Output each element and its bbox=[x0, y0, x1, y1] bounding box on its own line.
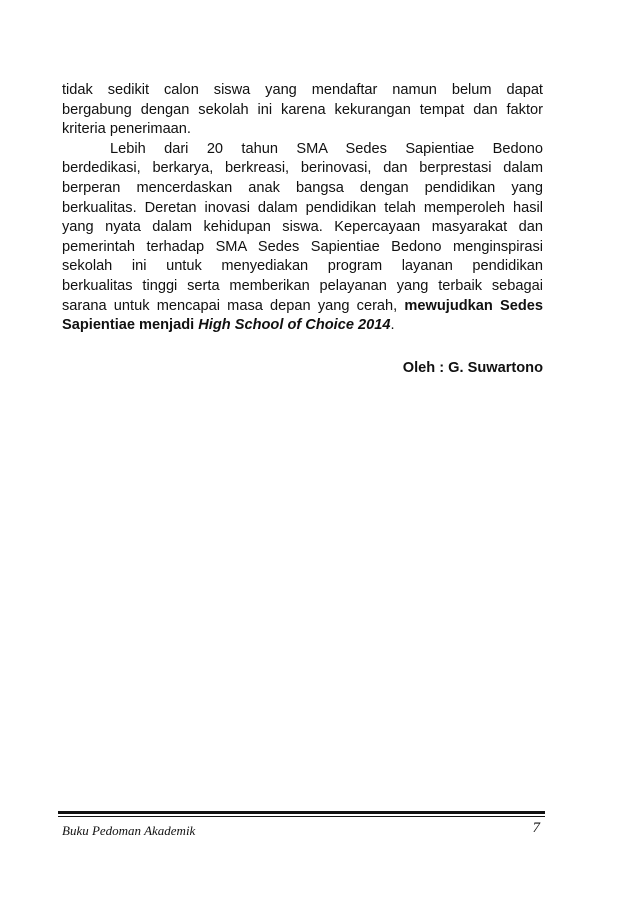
page-number: 7 bbox=[532, 820, 540, 836]
paragraph-2-line-6: pemerintah terhadap SMA Sedes Sapientiae Bedono menginspirasi bbox=[62, 238, 543, 255]
paragraph-1-line-2: bergabung dengan sekolah ini karena kekurangan tempat dan faktor bbox=[62, 101, 543, 118]
footer-rule-thin bbox=[58, 816, 545, 817]
motto-bold-part-1: mewujudkan Sedes bbox=[404, 297, 543, 314]
motto-emphasis: High School of Choice 2014 bbox=[198, 317, 391, 334]
paragraph-2-line-8: berkualitas tinggi serta memberikan pelayanan yang terbaik sebagai bbox=[62, 277, 543, 294]
paragraph-2-line-4: berkualitas. Deretan inovasi dalam pendidikan telah memperoleh hasil bbox=[62, 199, 543, 216]
paragraph-1-line-3: kriteria penerimaan. bbox=[62, 121, 191, 138]
document-body bbox=[62, 81, 543, 336]
paragraph-2-line-7: sekolah ini untuk menyediakan program layanan pendidikan bbox=[62, 258, 543, 275]
motto-bold-part-2: Sapientiae menjadi bbox=[62, 317, 199, 334]
paragraph-2-line-3: berperan mencerdaskan anak bangsa dengan pendidikan yang bbox=[62, 179, 543, 196]
footer-rule-thick bbox=[58, 811, 545, 814]
paragraph-2-line-1: Lebih dari 20 tahun SMA Sedes Sapientiae Bedono bbox=[110, 140, 543, 157]
paragraph-2-end-period: . bbox=[390, 317, 395, 334]
paragraph-2-line-2: berdedikasi, berkarya, berkreasi, berinovasi, dan berprestasi dalam bbox=[62, 160, 543, 177]
author-signature: Oleh : G. Suwartono bbox=[402, 360, 543, 376]
paragraph-1-line-1: tidak sedikit calon siswa yang mendaftar namun belum dapat bbox=[62, 82, 543, 98]
footer-book-title: Buku Pedoman Akademik bbox=[62, 823, 196, 838]
paragraph-2-line-10 bbox=[62, 316, 543, 336]
paragraph-2-line-9 bbox=[62, 297, 543, 317]
paragraph-2-line-9-plain: sarana untuk mencapai masa depan yang cerah, bbox=[62, 297, 405, 314]
paragraph-2-line-5: yang nyata dalam kehidupan siswa. Kepercayaan masyarakat dan bbox=[62, 219, 543, 236]
